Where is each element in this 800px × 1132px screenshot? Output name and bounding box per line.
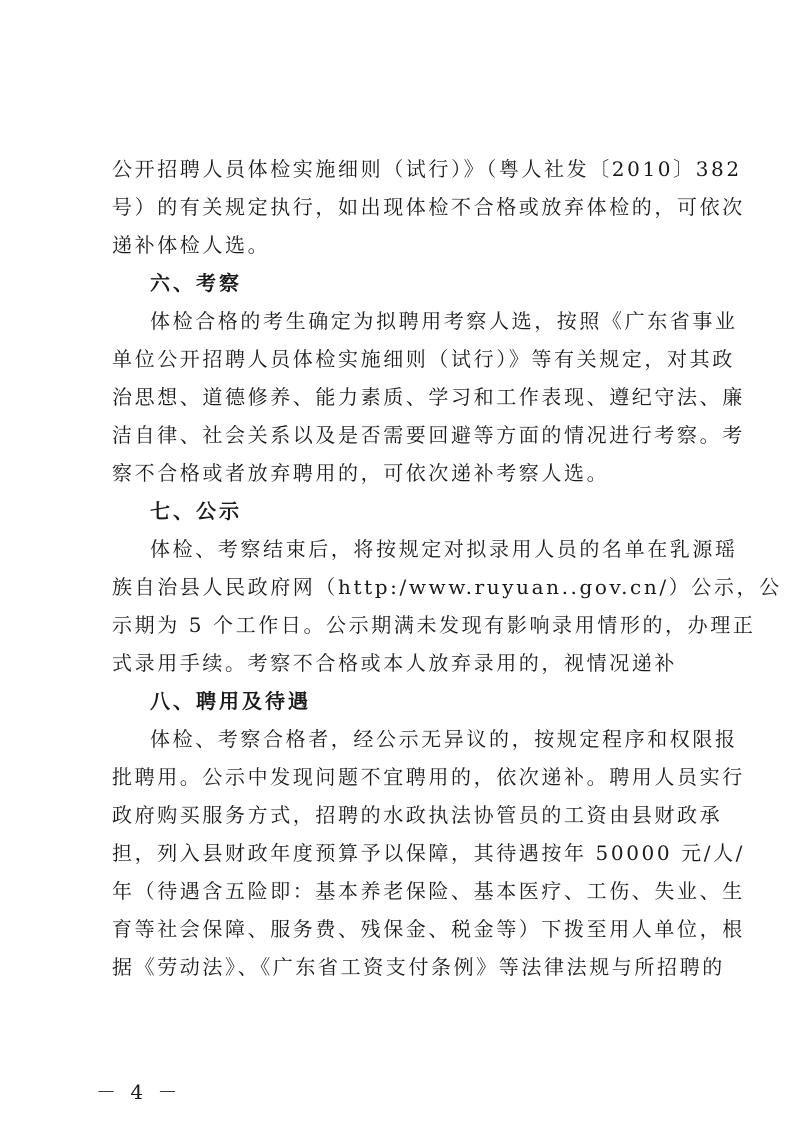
section-heading-employment: 八、聘用及待遇 bbox=[150, 689, 311, 713]
body-text-line: 示期为 5 个工作日。公示期满未发现有影响录用情形的，办理正 bbox=[112, 613, 756, 637]
body-text-line: 担，列入县财政年度预算予以保障，其待遇按年 50000 元/人/ bbox=[112, 841, 746, 865]
body-text-line: 式录用手续。考察不合格或本人放弃录用的，视情况递补 bbox=[112, 651, 677, 675]
body-text-line: 公开招聘人员体检实施细则（试行）》（粤人社发〔2010〕382 bbox=[112, 157, 742, 181]
body-text-line: 族自治县人民政府网（http:/www.ruyuan..gov.cn/）公示，公 bbox=[112, 575, 782, 599]
body-text-line: 育等社会保障、服务费、残保金、税金等）下拨至用人单位，根 bbox=[112, 917, 745, 941]
body-text-line: 递补体检人选。 bbox=[112, 233, 271, 257]
body-text-line: 据《劳动法》、《广东省工资支付条例》等法律法规与所招聘的 bbox=[112, 955, 725, 979]
body-text-line: 体检合格的考生确定为拟聘用考察人选，按照《广东省事业 bbox=[150, 309, 738, 333]
body-text-line: 号）的有关规定执行，如出现体检不合格或放弃体检的，可依次 bbox=[112, 195, 745, 219]
body-text-line: 批聘用。公示中发现问题不宜聘用的，依次递补。聘用人员实行 bbox=[112, 765, 745, 789]
body-text-line: 年（待遇含五险即：基本养老保险、基本医疗、工伤、失业、生 bbox=[112, 879, 745, 903]
body-text-line: 体检、考察结束后，将按规定对拟录用人员的名单在乳源瑶 bbox=[150, 537, 738, 561]
body-text-line: 政府购买服务方式，招聘的水政执法协管员的工资由县财政承 bbox=[112, 803, 723, 827]
section-heading-publicity: 七、公示 bbox=[150, 499, 242, 523]
page-number: － 4 － bbox=[96, 1080, 182, 1104]
section-heading-inspection: 六、考察 bbox=[150, 271, 242, 295]
body-text-line: 察不合格或者放弃聘用的，可依次递补考察人选。 bbox=[112, 461, 610, 485]
body-text-line: 单位公开招聘人员体检实施细则（试行）》等有关规定，对其政 bbox=[112, 347, 735, 371]
body-text-line: 治思想、道德修养、能力素质、学习和工作表现、遵纪守法、廉 bbox=[112, 385, 745, 409]
body-text-line: 洁自律、社会关系以及是否需要回避等方面的情况进行考察。考 bbox=[112, 423, 745, 447]
body-text-line: 体检、考察合格者，经公示无异议的，按规定程序和权限报 bbox=[150, 727, 738, 751]
